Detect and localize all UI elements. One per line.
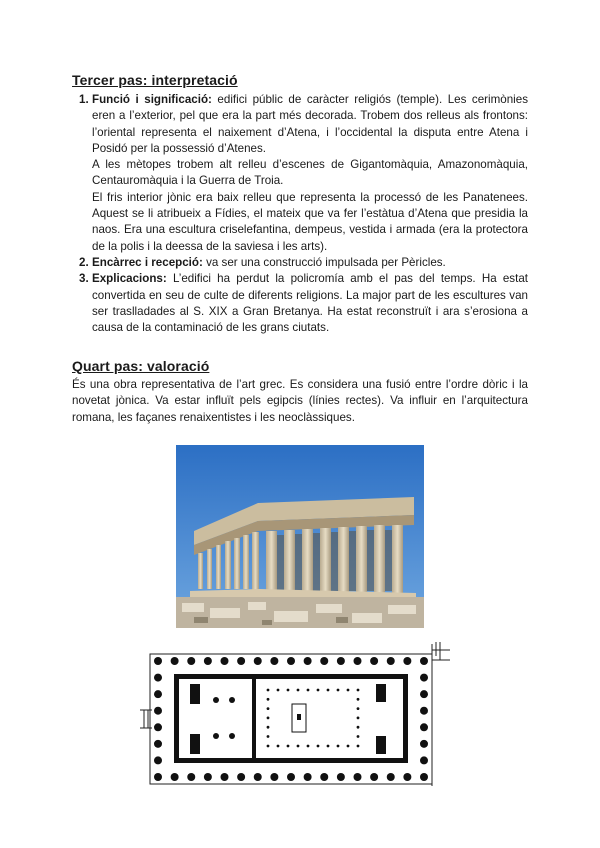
column-dot <box>304 773 312 781</box>
column-dot <box>357 689 360 692</box>
column-dot <box>327 745 330 748</box>
column-dot <box>154 707 162 715</box>
column-dot <box>221 657 229 665</box>
column-dot <box>204 773 212 781</box>
column-dot <box>337 657 345 665</box>
list-label: Encàrrec i recepció: <box>92 255 203 269</box>
column-dot <box>254 773 262 781</box>
column-dot <box>171 773 179 781</box>
column-dot <box>420 756 428 764</box>
list-paragraph: Funció i significació: edifici públic de caràcter religiós (temple). Les cerimònies eren a l’exterior, pel que era la part més decorada. Trobem dos relleus als frontons: l’oriental representa el naixement d’Atena, i l’occidental la disputa entre Atena i Posidó per la possessió d’Atenes. <box>92 93 528 155</box>
column-dot <box>420 657 428 665</box>
section-4-title: Quart pas: valoració <box>72 358 210 374</box>
parthenon-photo <box>176 445 424 628</box>
column-dot <box>221 773 229 781</box>
column-dot <box>267 735 270 738</box>
column-dot <box>337 689 340 692</box>
column-dot <box>154 674 162 682</box>
column-dot <box>354 773 362 781</box>
column-dot <box>420 723 428 731</box>
section-3-title: Tercer pas: interpretació <box>72 72 238 88</box>
column-dot <box>307 689 310 692</box>
list-paragraph: El fris interior jònic era baix relleu que representa la processó de les Panatenees. Aquest se li atribueix a Fídies, el mateix que va fer l’estàtua d’Atena que presidia la naos. Era una escultura criselefantina, dempeus, vestida i armada (era la protectora de la polis i la deessa de la saviesa i les arts). <box>92 190 528 253</box>
interpretation-list <box>72 92 528 336</box>
column-dot <box>387 657 395 665</box>
column-dot <box>420 773 428 781</box>
column-dot <box>154 740 162 748</box>
column-dot <box>387 773 395 781</box>
list-label: Funció i significació: <box>92 93 212 106</box>
column-dot <box>154 657 162 665</box>
list-paragraph: Encàrrec i recepció: va ser una construcció impulsada per Pèricles. <box>92 255 446 269</box>
column-dot <box>317 745 320 748</box>
column-dot <box>237 773 245 781</box>
column-dot <box>267 689 270 692</box>
column-dot <box>337 745 340 748</box>
column-dot <box>277 745 280 748</box>
list-item-function <box>72 92 528 255</box>
column-dot <box>270 657 278 665</box>
column-dot <box>297 745 300 748</box>
column-dot <box>370 773 378 781</box>
column-dot <box>317 689 320 692</box>
column-dot <box>270 773 278 781</box>
column-dot <box>187 773 195 781</box>
column-dot <box>357 745 360 748</box>
column-dot <box>204 657 212 665</box>
list-item-explanations <box>72 271 528 336</box>
column-dot <box>420 707 428 715</box>
column-dot <box>347 745 350 748</box>
column-dot <box>154 756 162 764</box>
column-dot <box>287 745 290 748</box>
column-dot <box>357 707 360 710</box>
list-paragraph: Explicacions: L’edifici ha perdut la policromía amb el pas del temps. Ha estat convertida en seu de culte de diferents religions. La major part de les escultures van ser traslladades al S. XIX a Gran Bretanya. Ha estat reconstruït i ara s’erosiona a causa de la contaminació de les grans ciutats. <box>92 272 528 335</box>
list-item-commission <box>72 255 528 271</box>
column-dot <box>267 717 270 720</box>
list-paragraph: A les mètopes trobem alt relleu d’escenes de Gigantomàquia, Amazonomàquia, Centauromàquia i la Guerra de Troia. <box>92 158 528 188</box>
column-dot <box>297 689 300 692</box>
column-dot <box>357 717 360 720</box>
column-dot <box>320 773 328 781</box>
column-dot <box>304 657 312 665</box>
list-number: 2. <box>79 255 89 269</box>
column-dot <box>187 657 195 665</box>
column-dot <box>403 657 411 665</box>
column-dot <box>171 657 179 665</box>
column-dot <box>403 773 411 781</box>
column-dot <box>237 657 245 665</box>
column-dot <box>370 657 378 665</box>
column-dot <box>154 723 162 731</box>
parthenon-floor-plan <box>140 640 460 790</box>
column-dot <box>420 690 428 698</box>
column-dot <box>320 657 328 665</box>
column-dot <box>267 745 270 748</box>
column-dot <box>287 657 295 665</box>
column-dot <box>420 740 428 748</box>
column-dot <box>337 773 345 781</box>
column-dot <box>357 735 360 738</box>
column-dot <box>354 657 362 665</box>
column-dot <box>357 698 360 701</box>
column-dot <box>267 698 270 701</box>
column-dot <box>267 726 270 729</box>
column-dot <box>307 745 310 748</box>
column-dot <box>357 726 360 729</box>
column-dot <box>287 773 295 781</box>
column-dot <box>277 689 280 692</box>
column-dot <box>154 690 162 698</box>
section-4-text: És una obra representativa de l’art grec. Es considera una fusió entre l’ordre dòric i la novetat jònica. Va estar influït pels egipcis (línies rectes). Va influir en l’arquitectura romana, les façanes renaixentistes i les neoclàssiques. <box>72 378 528 424</box>
list-number: 1. <box>79 93 89 106</box>
column-dot <box>287 689 290 692</box>
list-label: Explicacions: <box>92 272 167 286</box>
list-number: 3. <box>79 272 89 286</box>
column-dot <box>327 689 330 692</box>
column-dot <box>420 674 428 682</box>
column-dot <box>254 657 262 665</box>
column-dot <box>267 707 270 710</box>
column-dot <box>154 773 162 781</box>
column-dot <box>347 689 350 692</box>
